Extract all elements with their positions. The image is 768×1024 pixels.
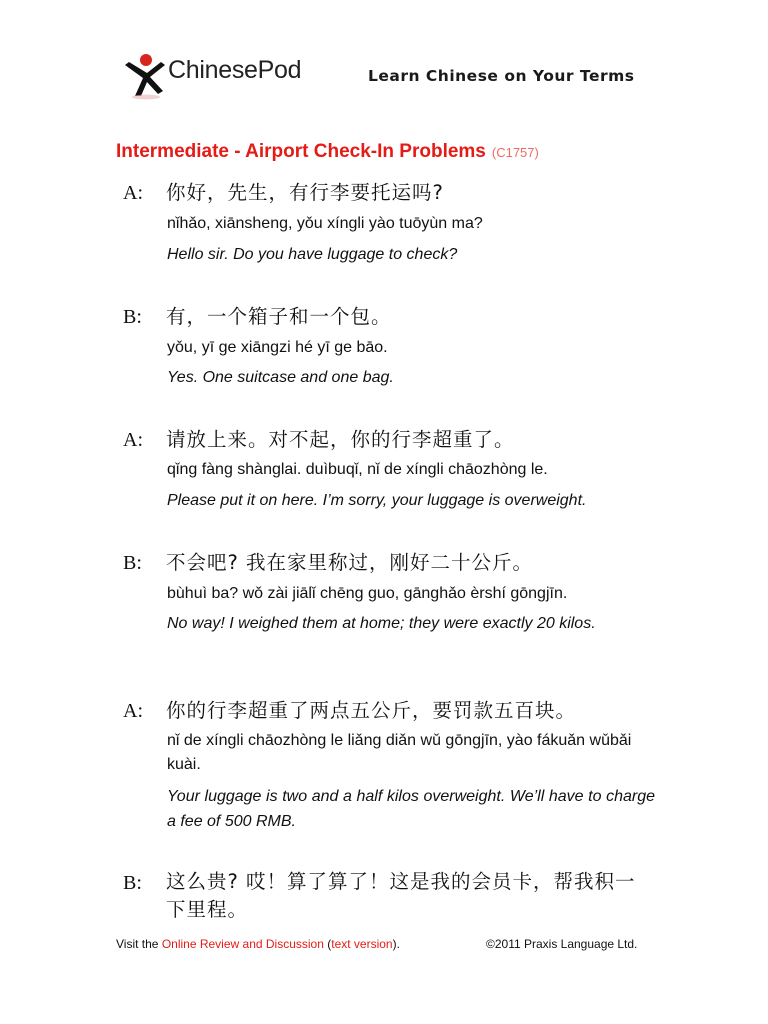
english-line: Yes. One suitcase and one bag. [167, 369, 394, 386]
pinyin-line: bùhuì ba? wǒ zài jiālǐ chēng guo, gānghǎo èrshí gōngjīn. [167, 585, 568, 602]
english-line: No way! I weighed them at home; they were exactly 20 kilos. [167, 615, 596, 632]
hanzi-line: 不会吧? 我在家里称过，刚好二十公斤。 [166, 551, 534, 574]
hanzi-line: 你的行李超重了两点五公斤，要罚款五百块。 [166, 699, 577, 722]
brand-name: ChinesePod [168, 56, 302, 84]
speaker-label: B: [123, 306, 142, 328]
speaker-label: A: [123, 182, 143, 204]
tagline: Learn Chinese on Your Terms [368, 67, 635, 85]
hanzi-line: 这么贵? 哎！算了算了！这是我的会员卡，帮我积一下里程。 [166, 870, 636, 921]
lesson-title [116, 141, 539, 163]
running-figure-logo-icon [122, 52, 166, 100]
online-review-link[interactable]: Online Review and Discussion [161, 937, 324, 951]
lesson-title-text: Intermediate - Airport Check-In Problems [116, 141, 486, 162]
english-line: Your luggage is two and a half kilos overweight. We’ll have to charge a fee of 500 RMB. [167, 788, 655, 830]
lesson-code: (C1757) [491, 145, 539, 160]
pinyin-line: nǐhǎo, xiānsheng, yǒu xíngli yào tuōyùn ma? [167, 215, 483, 232]
english-line: Please put it on here. I’m sorry, your luggage is overweight. [167, 492, 587, 509]
speaker-label: B: [123, 552, 142, 574]
footer-visit-line [116, 937, 400, 951]
speaker-label: A: [123, 700, 143, 722]
english-line: Hello sir. Do you have luggage to check? [167, 246, 458, 263]
speaker-label: A: [123, 429, 143, 451]
footer-paren-close: ). [392, 937, 400, 951]
copyright: ©2011 Praxis Language Ltd. [486, 937, 638, 951]
pinyin-line: nǐ de xíngli chāozhòng le liǎng diǎn wǔ gōngjīn, yào fákuǎn wǔbǎi kuài. [167, 732, 632, 773]
pinyin-line: qǐng fàng shànglai. duìbuqǐ, nǐ de xíngli chāozhòng le. [167, 461, 548, 478]
hanzi-line: 有，一个箱子和一个包。 [166, 305, 392, 328]
hanzi-line: 请放上来。对不起，你的行李超重了。 [166, 428, 515, 451]
footer-prefix: Visit the [116, 937, 162, 951]
footer-paren-open: ( [323, 937, 332, 951]
speaker-label: B: [123, 872, 142, 894]
hanzi-line: 你好，先生，有行李要托运吗? [166, 181, 444, 204]
pinyin-line: yǒu, yī ge xiāngzi hé yī ge bāo. [167, 339, 388, 356]
text-version-link[interactable]: text version [331, 937, 393, 951]
